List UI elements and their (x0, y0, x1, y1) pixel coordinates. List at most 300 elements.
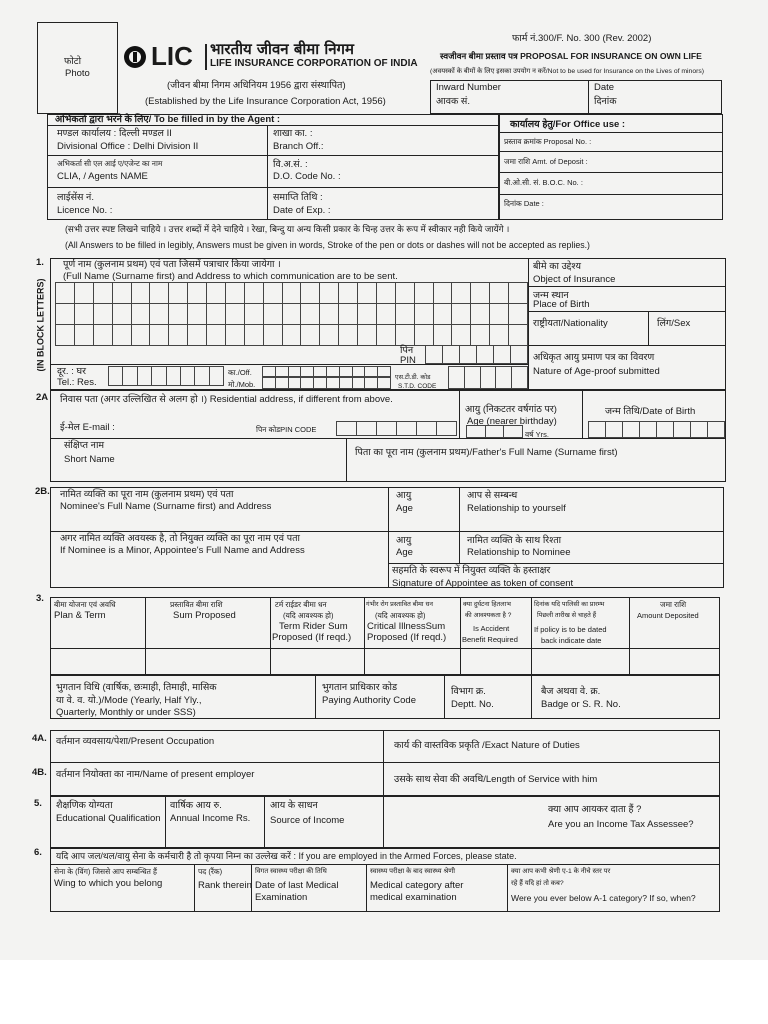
s2b-sign-hi: सहमति के स्वरूप में नियुक्त व्यक्ति के हस्ताक्षर (392, 565, 551, 576)
digit-box[interactable] (480, 366, 497, 389)
digit-box[interactable] (275, 377, 289, 389)
name-letter-box[interactable] (338, 324, 358, 346)
name-letter-box[interactable] (112, 303, 132, 325)
s3-col-term-en: Term Rider Sum (279, 621, 348, 632)
name-letter-box[interactable] (225, 303, 245, 325)
name-letter-box[interactable] (319, 303, 339, 325)
inward-number-field[interactable] (500, 85, 588, 109)
s6-medical-date-en2: Examination (255, 892, 308, 903)
s2b-age-hi: आयु (396, 490, 412, 501)
s2b-mid-line (50, 531, 724, 532)
s3-mode-divider (315, 675, 316, 719)
s1-letter-grid (55, 282, 527, 344)
s3-dept-en: Deptt. No. (451, 699, 494, 710)
s5-income-hi: वार्षिक आय रु. (170, 800, 222, 811)
digit-box[interactable] (493, 345, 511, 364)
s2a-age-divider (459, 390, 460, 438)
s6-armed-forces: यदि आप जल/थल/वायु सेना के कर्मचारी है तो कृपया निम्न का उल्लेख करें : If you are employed in the Armed Forces, please state. (56, 851, 517, 861)
name-letter-box[interactable] (112, 324, 132, 346)
branch-hi: शाखा का. : (273, 128, 313, 139)
s2b-nominee-hi: नामित व्यक्ति का पूरा नाम (कुलनाम प्रथम) एवं पता (60, 489, 234, 500)
name-letter-box[interactable] (300, 303, 320, 325)
digit-box[interactable] (339, 377, 353, 389)
name-letter-box[interactable] (300, 282, 320, 304)
act-hi: (जीवन बीमा निगम अधिनियम 1956 द्वारा संस्थापित) (167, 80, 346, 91)
s6-number: 6. (34, 847, 42, 858)
s6-col-3 (366, 864, 367, 912)
name-letter-box[interactable] (451, 324, 471, 346)
name-letter-box[interactable] (508, 282, 528, 304)
name-letter-box[interactable] (112, 282, 132, 304)
do-code-en: D.O. Code No. : (273, 171, 341, 182)
digit-box[interactable] (313, 366, 327, 377)
block-letters-label: (IN BLOCK LETTERS) (35, 278, 46, 372)
digit-box[interactable] (707, 421, 725, 438)
name-letter-box[interactable] (508, 324, 528, 346)
office-deposit: जमा राशि Amt. of Deposit : (504, 157, 588, 166)
branch-en: Branch Off.: (273, 141, 324, 152)
s5-edu-en: Educational Qualification (56, 813, 161, 824)
digit-box[interactable] (673, 421, 691, 438)
s2b-rel-divider (459, 487, 460, 563)
s4-divider (383, 730, 384, 796)
name-letter-box[interactable] (74, 282, 94, 304)
digit-box[interactable] (459, 345, 477, 364)
s5-tax-en: Are you an Income Tax Assessee? (548, 819, 694, 830)
s3-col-3 (364, 597, 365, 675)
name-letter-box[interactable] (395, 282, 415, 304)
s3-col-critical-hi2: (यदि आवश्यक हो) (375, 611, 426, 620)
name-letter-box[interactable] (149, 324, 169, 346)
licence-hi: लाईसेंस नं. (57, 192, 94, 203)
digit-box[interactable] (476, 345, 494, 364)
s4a-number: 4A. (32, 733, 47, 744)
name-letter-box[interactable] (131, 282, 151, 304)
digit-box[interactable] (166, 366, 181, 386)
s6-category-hi: स्वास्थ्य परीक्षा के बाद स्वास्थ्य श्रेणी (370, 868, 455, 875)
name-letter-box[interactable] (470, 282, 490, 304)
s1-pin-hi: पिन (400, 345, 414, 356)
digit-box[interactable] (448, 366, 465, 389)
s6-below-en: Were you ever below A-1 category? If so, when? (511, 893, 696, 903)
name-letter-box[interactable] (55, 324, 75, 346)
s3-paying-divider (444, 675, 445, 719)
s1-name-en: (Full Name (Surname first) and Address to which communication are to be sent. (63, 271, 398, 282)
s3-mode-en: Quarterly, Monthly or under SSS) (56, 707, 196, 718)
digit-box[interactable] (326, 366, 340, 377)
s3-col-sum-hi: प्रस्तावित बीमा राशि (170, 600, 223, 609)
digit-box[interactable] (588, 421, 606, 438)
s1-std-en: S.T.D. CODE (398, 383, 437, 390)
name-letter-box[interactable] (319, 324, 339, 346)
name-letter-box[interactable] (93, 282, 113, 304)
s3-col-backdate-hi2: पिछली तारीख से चाहते हैं (537, 612, 597, 619)
s3-col-term-hi2: (यदि आवश्यक हो) (283, 611, 334, 620)
digit-box[interactable] (425, 345, 443, 364)
digit-box[interactable] (639, 421, 657, 438)
s1-ageproof-hi: अधिकृत आयु प्रमाण पत्र का विवरण (533, 352, 655, 363)
act-en: (Established by the Life Insurance Corporation Act, 1956) (145, 96, 386, 107)
expiry-en: Date of Exp. : (273, 205, 331, 216)
name-letter-box[interactable] (357, 324, 377, 346)
s3-col-critical-en2: Proposed (If reqd.) (367, 632, 447, 643)
name-letter-box[interactable] (263, 303, 283, 325)
office-line-4 (499, 194, 723, 195)
expiry-hi: समाप्ति तिथि : (273, 192, 323, 203)
s3-col-2 (270, 597, 271, 675)
s1-pin-boxes[interactable] (425, 345, 527, 364)
s1-tel-res-boxes[interactable] (108, 366, 223, 386)
digit-box[interactable] (288, 366, 302, 377)
digit-box[interactable] (622, 421, 640, 438)
s6-medical-date-en: Date of last Medical (255, 880, 339, 891)
s4-mid-line (50, 762, 720, 763)
digit-box[interactable] (364, 366, 378, 377)
s3-paying-en: Paying Authority Code (322, 695, 417, 706)
digit-box[interactable] (356, 421, 377, 436)
digit-box[interactable] (300, 366, 314, 377)
s1-object-en: Object of Insurance (533, 274, 616, 285)
s3-col-term-en2: Proposed (If reqd.) (272, 632, 352, 643)
name-letter-box[interactable] (338, 282, 358, 304)
digit-box[interactable] (180, 366, 195, 386)
digit-box[interactable] (300, 377, 314, 389)
s6-below-hi: क्या आप कभी श्रेणी ए-1 के नीचे स्तर पर (511, 868, 611, 875)
s3-col-deposit-en: Amount Deposited (637, 611, 699, 620)
s5-col-2 (264, 796, 265, 848)
s2a-pin-boxes[interactable] (336, 421, 456, 436)
name-letter-box[interactable] (93, 303, 113, 325)
name-letter-box[interactable] (244, 324, 264, 346)
s3-col-critical-hi: गंभीर रोग प्रस्तावित बीमा धन (366, 601, 433, 608)
s1-grid-row-1 (55, 282, 527, 303)
division-hi: मण्डल कार्यालय : दिल्ली मण्डल II (57, 128, 172, 139)
instructions-en: (All Answers to be filled in legibly, Answers must be given in words, Stroke of the pen or dots or dashes will not be accepted as replies.) (65, 240, 590, 250)
s6-medical-date-hi: विगत स्वास्थ्य परीक्षा की तिथि (255, 868, 327, 875)
s6-rank-en: Rank therein (198, 880, 252, 891)
name-letter-box[interactable] (470, 303, 490, 325)
s1-grid-row-2 (55, 303, 527, 324)
name-letter-box[interactable] (206, 303, 226, 325)
s1-mobile-label: मो./Mob. (228, 380, 256, 389)
digit-box[interactable] (339, 366, 353, 377)
s3-badge-hi: बैज अथवा वे. क्र. (541, 686, 601, 697)
digit-box[interactable] (262, 377, 276, 389)
s2a-age-boxes[interactable] (466, 425, 522, 438)
s2b-rel-hi: आप से सम्बन्ध (467, 490, 518, 501)
s1-number: 1. (36, 257, 44, 268)
name-letter-box[interactable] (206, 324, 226, 346)
s1-birthplace-hi: जन्म स्थान (533, 290, 569, 301)
s3-col-accident-hi: क्या दुर्घटना हितलाभ (463, 601, 511, 608)
s4a-duties: कार्य की वास्तविक प्रकृति /Exact Nature of Duties (394, 740, 580, 751)
s3-col-sum-en: Sum Proposed (173, 610, 236, 621)
digit-box[interactable] (466, 425, 486, 438)
s2b-rel2-en: Relationship to Nominee (467, 547, 571, 558)
name-letter-box[interactable] (376, 282, 396, 304)
name-letter-box[interactable] (168, 324, 188, 346)
name-letter-box[interactable] (433, 282, 453, 304)
s4b-number: 4B. (32, 767, 47, 778)
name-letter-box[interactable] (433, 303, 453, 325)
name-letter-box[interactable] (55, 303, 75, 325)
office-use-heading: कार्यालय हेतु/For Office use : (510, 119, 626, 130)
s2a-age-en: Age (nearer birthday) (467, 416, 557, 427)
agent-heading: अभिकर्ता द्वारा भरने के लिए/ To be filled in by the Agent : (55, 114, 281, 125)
digit-box[interactable] (503, 425, 523, 438)
office-line-1 (499, 132, 723, 133)
logo-divider (205, 44, 207, 70)
s5-tax-hi: क्या आप आयकर दाता हैं ? (548, 804, 642, 815)
office-date: दिनांक Date : (504, 199, 544, 208)
s6-category-en: Medical category after (370, 880, 464, 891)
digit-box[interactable] (396, 421, 417, 436)
digit-box[interactable] (326, 377, 340, 389)
s6-wing-hi: सेना के (विंग) जिससे आप सम्बन्धित हैं (54, 867, 158, 876)
digit-box[interactable] (510, 345, 528, 364)
s1-right-divider (528, 258, 529, 390)
digit-box[interactable] (352, 366, 366, 377)
digit-box[interactable] (377, 366, 391, 377)
s2a-pin-code-label: पिन कोडPIN CODE (256, 425, 317, 434)
office-line-2 (499, 151, 723, 152)
digit-box[interactable] (436, 421, 457, 436)
name-letter-box[interactable] (225, 324, 245, 346)
name-letter-box[interactable] (376, 303, 396, 325)
name-letter-box[interactable] (168, 282, 188, 304)
s2a-dob: जन्म तिथि/Date of Birth (605, 406, 696, 417)
name-letter-box[interactable] (244, 282, 264, 304)
s4b-service: उसके साथ सेवा की अवधि/Length of Service with him (394, 774, 598, 785)
s1-birthplace-en: Place of Birth (533, 299, 590, 310)
s1-tel-hi: दूर. : घर (57, 366, 86, 377)
s2a-short-en: Short Name (64, 454, 115, 465)
s3-col-plan-hi: बीमा योजना एवं अवधि (54, 600, 116, 609)
s1-tel-mob-boxes[interactable] (262, 377, 390, 389)
s2a-email: ई-मेल E-mail : (60, 422, 115, 433)
s5-number: 5. (34, 798, 42, 809)
name-letter-box[interactable] (489, 303, 509, 325)
name-letter-box[interactable] (338, 303, 358, 325)
lic-logo-icon (124, 46, 146, 68)
name-letter-box[interactable] (131, 303, 151, 325)
digit-box[interactable] (511, 366, 528, 389)
name-letter-box[interactable] (131, 324, 151, 346)
s2b-age2-en: Age (396, 547, 413, 558)
s3-col-backdate-en: If policy is to be dated (534, 625, 607, 634)
s1-std-hi: एस.टी.डी. कोड (395, 374, 431, 381)
inward-date-label-hi: दिनांक (594, 96, 617, 107)
s2b-age2-hi: आयु (396, 535, 412, 546)
s1-tel-line (50, 364, 528, 365)
name-letter-box[interactable] (414, 324, 434, 346)
digit-box[interactable] (209, 366, 224, 386)
s1-object-hi: बीमे का उद्देश्य (533, 261, 581, 272)
name-letter-box[interactable] (282, 303, 302, 325)
do-code-hi: वि.अ.सं. : (273, 159, 308, 170)
proposal-note: (अवयस्कों के बीमों के लिए इसका उपयोग न करें/Not to be used for Insurance on the Lives of minors) (430, 68, 705, 75)
s2a-short-hi: संक्षिप्त नाम (64, 440, 105, 451)
name-letter-box[interactable] (74, 324, 94, 346)
name-letter-box[interactable] (357, 303, 377, 325)
s2a-number: 2A (36, 392, 49, 403)
s3-col-5 (531, 597, 532, 675)
name-letter-box[interactable] (149, 303, 169, 325)
digit-box[interactable] (485, 425, 505, 438)
digit-box[interactable] (122, 366, 137, 386)
digit-box[interactable] (464, 366, 481, 389)
s2b-sign-line (388, 563, 724, 564)
s2a-email-field[interactable] (128, 418, 252, 436)
s2a-age-hi: आयु (निकटतर वर्षगांठ पर) (465, 404, 557, 415)
name-letter-box[interactable] (451, 282, 471, 304)
name-letter-box[interactable] (282, 282, 302, 304)
name-letter-box[interactable] (489, 324, 509, 346)
s1-tel-en: Tel.: Res. (57, 377, 97, 388)
agent-heading-line (47, 125, 499, 126)
digit-box[interactable] (108, 366, 123, 386)
s6-category-en2: medical examination (370, 892, 457, 903)
name-letter-box[interactable] (414, 282, 434, 304)
s1-tel-off-boxes[interactable] (262, 366, 390, 377)
digit-box[interactable] (605, 421, 623, 438)
name-letter-box[interactable] (376, 324, 396, 346)
name-letter-box[interactable] (263, 324, 283, 346)
digit-box[interactable] (288, 377, 302, 389)
name-letter-box[interactable] (168, 303, 188, 325)
office-boc: बी.ओ.सी. सं. B.O.C. No. : (504, 178, 583, 187)
digit-box[interactable] (376, 421, 397, 436)
agent-row-line-1 (47, 155, 499, 156)
name-letter-box[interactable] (489, 282, 509, 304)
s2a-dob-boxes[interactable] (588, 421, 724, 438)
s5-income-en: Annual Income Rs. (170, 813, 251, 824)
s5-source-hi: आय के साधन (270, 800, 318, 811)
s2a-dob-divider (582, 390, 583, 438)
digit-box[interactable] (364, 377, 378, 389)
s3-mode-hi2: या वे. व. यो.)/Mode (Yearly, Half Yly., (56, 695, 202, 706)
name-letter-box[interactable] (263, 282, 283, 304)
inward-date-field[interactable] (630, 85, 722, 109)
s1-sex-divider (648, 311, 649, 345)
name-letter-box[interactable] (55, 282, 75, 304)
digit-box[interactable] (262, 366, 276, 377)
name-letter-box[interactable] (187, 303, 207, 325)
digit-box[interactable] (313, 377, 327, 389)
s2b-appointee-en: If Nominee is a Minor, Appointee's Full Name and Address (60, 545, 305, 556)
digit-box[interactable] (656, 421, 674, 438)
office-line-3 (499, 172, 723, 173)
s3-col-4 (460, 597, 461, 675)
s6-rank-hi: पद (रैंक) (198, 867, 223, 876)
s1-sex: लिंग/Sex (657, 318, 691, 329)
form-number: फार्म नं.300/F. No. 300 (Rev. 2002) (512, 33, 652, 44)
name-letter-box[interactable] (282, 324, 302, 346)
s3-mode-hi: भुगतान विधि (वार्षिक, छःमाही, तिमाही, मासिक (56, 682, 217, 693)
s3-col-1 (145, 597, 146, 675)
digit-box[interactable] (194, 366, 209, 386)
inward-number-label-hi: आवक सं. (436, 96, 470, 107)
org-name-hi: भारतीय जीवन बीमा निगम (210, 40, 354, 58)
division-en: Divisional Office : Delhi Division II (57, 141, 199, 152)
photo-label-en: Photo (65, 68, 90, 79)
s4a-occupation: वर्तमान व्यवसाय/पेशा/Present Occupation (56, 736, 215, 747)
name-letter-box[interactable] (206, 282, 226, 304)
proposal-title: स्वजीवन बीमा प्रस्ताव पत्र PROPOSAL FOR INSURANCE ON OWN LIFE (440, 51, 702, 61)
s1-right-line-1 (528, 286, 726, 287)
s6-wing-en: Wing to which you belong (54, 878, 163, 889)
name-letter-box[interactable] (508, 303, 528, 325)
digit-box[interactable] (690, 421, 708, 438)
s3-badge-en: Badge or S. R. No. (541, 699, 621, 710)
digit-box[interactable] (275, 366, 289, 377)
name-letter-box[interactable] (319, 282, 339, 304)
digit-box[interactable] (377, 377, 391, 389)
photo-label-hi: फोटो (64, 56, 82, 67)
s1-grid-row-3 (55, 324, 527, 345)
s6-col-4 (507, 864, 508, 912)
digit-box[interactable] (352, 377, 366, 389)
s2b-sign-en: Signature of Appointee as token of consent (392, 578, 574, 589)
lic-logo-text: LIC (151, 41, 193, 71)
s1-right-line-2 (528, 311, 726, 312)
s3-col-accident-en2: Benefit Required (462, 635, 518, 644)
name-letter-box[interactable] (300, 324, 320, 346)
s1-nationality: राष्ट्रीयता/Nationality (533, 318, 608, 329)
digit-box[interactable] (416, 421, 437, 436)
s2a-father: पिता का पूरा नाम (कुलनाम प्रथम)/Father's Full Name (Surname first) (355, 447, 618, 458)
s6-header-line (50, 864, 720, 865)
s3-number: 3. (36, 593, 44, 604)
name-letter-box[interactable] (433, 324, 453, 346)
s2a-residence: निवास पता (अगर उल्लिखित से अलग हो ।) Residential address, if different from above. (60, 394, 393, 405)
name-letter-box[interactable] (187, 282, 207, 304)
digit-box[interactable] (495, 366, 512, 389)
name-letter-box[interactable] (225, 282, 245, 304)
s2b-rel2-hi: नामित व्यक्ति के साथ रिश्ता (467, 535, 562, 546)
s1-right-line-3 (528, 345, 726, 346)
digit-box[interactable] (137, 366, 152, 386)
name-letter-box[interactable] (414, 303, 434, 325)
inward-number-label: Inward Number (436, 82, 501, 93)
name-letter-box[interactable] (244, 303, 264, 325)
s3-paying-hi: भुगतान प्राधिकार कोड (322, 682, 398, 693)
name-letter-box[interactable] (451, 303, 471, 325)
name-letter-box[interactable] (149, 282, 169, 304)
s2a-mid-line (50, 438, 726, 439)
digit-box[interactable] (442, 345, 460, 364)
clia-hi: अभिकर्ता सी एल आई ए/एजेन्ट का नाम (57, 159, 163, 168)
digit-box[interactable] (151, 366, 166, 386)
s2b-appointee-hi: अगर नामित व्यक्ति अवयस्क है, तो नियुक्त व्यक्ति का पूरा नाम एवं पता (60, 533, 300, 544)
name-letter-box[interactable] (395, 303, 415, 325)
digit-box[interactable] (336, 421, 357, 436)
inward-date-label: Date (594, 82, 615, 93)
s2a-yrs: वर्ष Yrs. (525, 430, 549, 439)
clia-en: CLIA, / Agents NAME (57, 171, 148, 182)
name-letter-box[interactable] (395, 324, 415, 346)
agent-row-line-2 (47, 187, 499, 188)
s3-header-line (50, 648, 720, 649)
name-letter-box[interactable] (74, 303, 94, 325)
name-letter-box[interactable] (470, 324, 490, 346)
s1-std-boxes[interactable] (448, 366, 527, 389)
s6-col-1 (194, 864, 195, 912)
name-letter-box[interactable] (187, 324, 207, 346)
name-letter-box[interactable] (357, 282, 377, 304)
s3-col-backdate-hi: दिनांक यदि पालिसी का प्रारम्भ (534, 601, 605, 608)
name-letter-box[interactable] (93, 324, 113, 346)
